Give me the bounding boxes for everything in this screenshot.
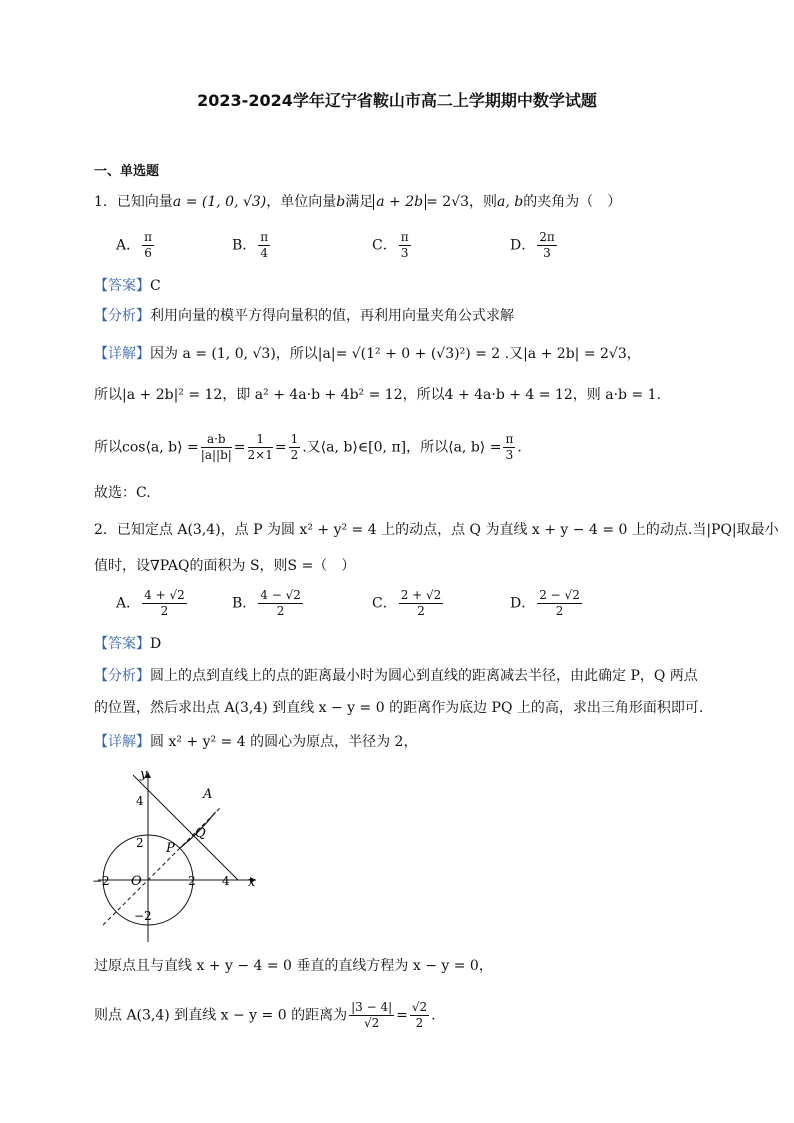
tick-x2: 2 [188, 874, 196, 888]
q1-answer [94, 276, 161, 296]
q2-option-d: D． $\frac{2 - √2}{2}$ [510, 588, 580, 618]
q1-vectors: a, b [497, 194, 524, 210]
analysis-tag: 【分析】 [94, 308, 150, 324]
label-x: x [248, 875, 256, 890]
page-title: 2023-2024学年辽宁省鞍山市高二上学期期中数学试题 [197, 91, 597, 110]
q2-detail-line1: 【详解】圆 x² + y² = 4 的圆心为原点，半径为 2， [94, 734, 418, 750]
q1-option-d: D． $\frac{2\pi}{3}$ [510, 230, 555, 260]
q2-option-c: C． $\frac{2 + √2}{2}$ [372, 588, 442, 618]
q1-stem-e: 满足 [345, 194, 374, 210]
q1-conclusion: 故选：C. [94, 485, 151, 501]
q2-analysis-line2: 的位置，然后求出点 A(3,4) 到直线 x − y = 0 的距离作为底边 PQ 上的高，求出三角形面积即可. [94, 700, 704, 716]
detail-tag: 【详解】 [94, 346, 150, 362]
detail-tag: 【详解】 [94, 734, 150, 750]
coordinate-figure [88, 762, 268, 947]
q2-option-b: B． $\frac{4 - √2}{2}$ [232, 588, 301, 618]
q2-answer [94, 634, 161, 654]
q1-vector-a: a = (1, 0, √3) [172, 194, 267, 210]
q1-stem-g: = 2√3 [426, 194, 470, 210]
q1-option-c: C． $\frac{\pi}{3}$ [372, 230, 409, 260]
q1-modulus: a + 2b [373, 194, 426, 210]
q1-stem-c: ，单位向量 [266, 194, 337, 210]
q1-analysis: 【分析】利用向量的模平方得向量积的值，再利用向量夹角公式求解 [94, 308, 514, 324]
answer-tag: 【答案】 [94, 636, 150, 652]
q1-stem-h: ，则 [469, 194, 498, 210]
line-x-plus-y [133, 775, 238, 880]
answer-value: C [150, 278, 161, 294]
tick-xn2: −2 [92, 874, 110, 888]
answer-tag: 【答案】 [94, 278, 150, 294]
q2-stem-line1: 2．已知定点 A(3,4)，点 P 为圆 x² + y² = 4 上的动点，点 Q 为直线 x + y − 4 = 0 上的动点.当|PQ|取最小 [94, 522, 779, 538]
q1-detail-line2: 所以|a + 2b|² = 12，即 a² + 4a·b + 4b² = 12，所以4 + 4a·b + 4 = 12，则 a·b = 1. [94, 387, 661, 403]
q2-analysis-line1: 【分析】圆上的点到直线上的点的距离最小时为圆心到直线的距离减去半径，由此确定 P，Q 两点 [94, 668, 698, 684]
label-y: y [140, 767, 148, 782]
tick-y2: 2 [136, 836, 144, 850]
answer-value: D [150, 636, 162, 652]
analysis-tag: 【分析】 [94, 668, 150, 684]
q1-stem-a: 1．已知向量 [94, 194, 173, 210]
label-p: P [166, 841, 175, 856]
section-heading: 一、单选题 [94, 164, 160, 179]
q1-detail-line1: 【详解】因为 a = (1, 0, √3)，所以|a|= √(1² + 0 + (√3)²) = 2 .又|a + 2b| = 2√3， [94, 346, 641, 362]
q2-detail-line2: 过原点且与直线 x + y − 4 = 0 垂直的直线方程为 x − y = 0， [94, 958, 493, 974]
q1-option-a: A． $\frac{\pi}{6}$ [116, 230, 153, 260]
q1-option-b: B． $\frac{\pi}{4}$ [232, 230, 269, 260]
q2-detail-line3: 则点 A(3,4) 到直线 x − y = 0 的距离为 $\frac{|3 - 4|}{√2}$ = $\frac{√2}{2}$ . [94, 1000, 436, 1030]
q2-stem-line2: 值时，设∇PAQ的面积为 S，则S =（ ） [94, 558, 356, 574]
q2-option-a: A． $\frac{4 + √2}{2}$ [116, 588, 185, 618]
label-q: Q [195, 826, 206, 841]
q1-detail-line3: 所以cos⟨a, b⟩ = $\frac{a\cdot b}{|a||b|}$ = $\frac{1}{2\times 1}$ = $\frac{1}{2}$ .又⟨a, b⟩∈[0, π]，所以⟨a, b⟩ = $\frac{\pi}{3}$ . [94, 432, 522, 462]
q1-stem-j: 的夹角为（ ） [523, 194, 622, 210]
tick-yn2: −2 [134, 909, 152, 923]
label-o: O [131, 874, 142, 889]
label-a: A [203, 787, 213, 802]
line-x-minus-y [103, 807, 221, 925]
q1-vector-b: b [336, 194, 346, 210]
tick-x4: 4 [222, 874, 230, 888]
tick-y4: 4 [136, 794, 144, 808]
q1-stem [94, 192, 621, 212]
